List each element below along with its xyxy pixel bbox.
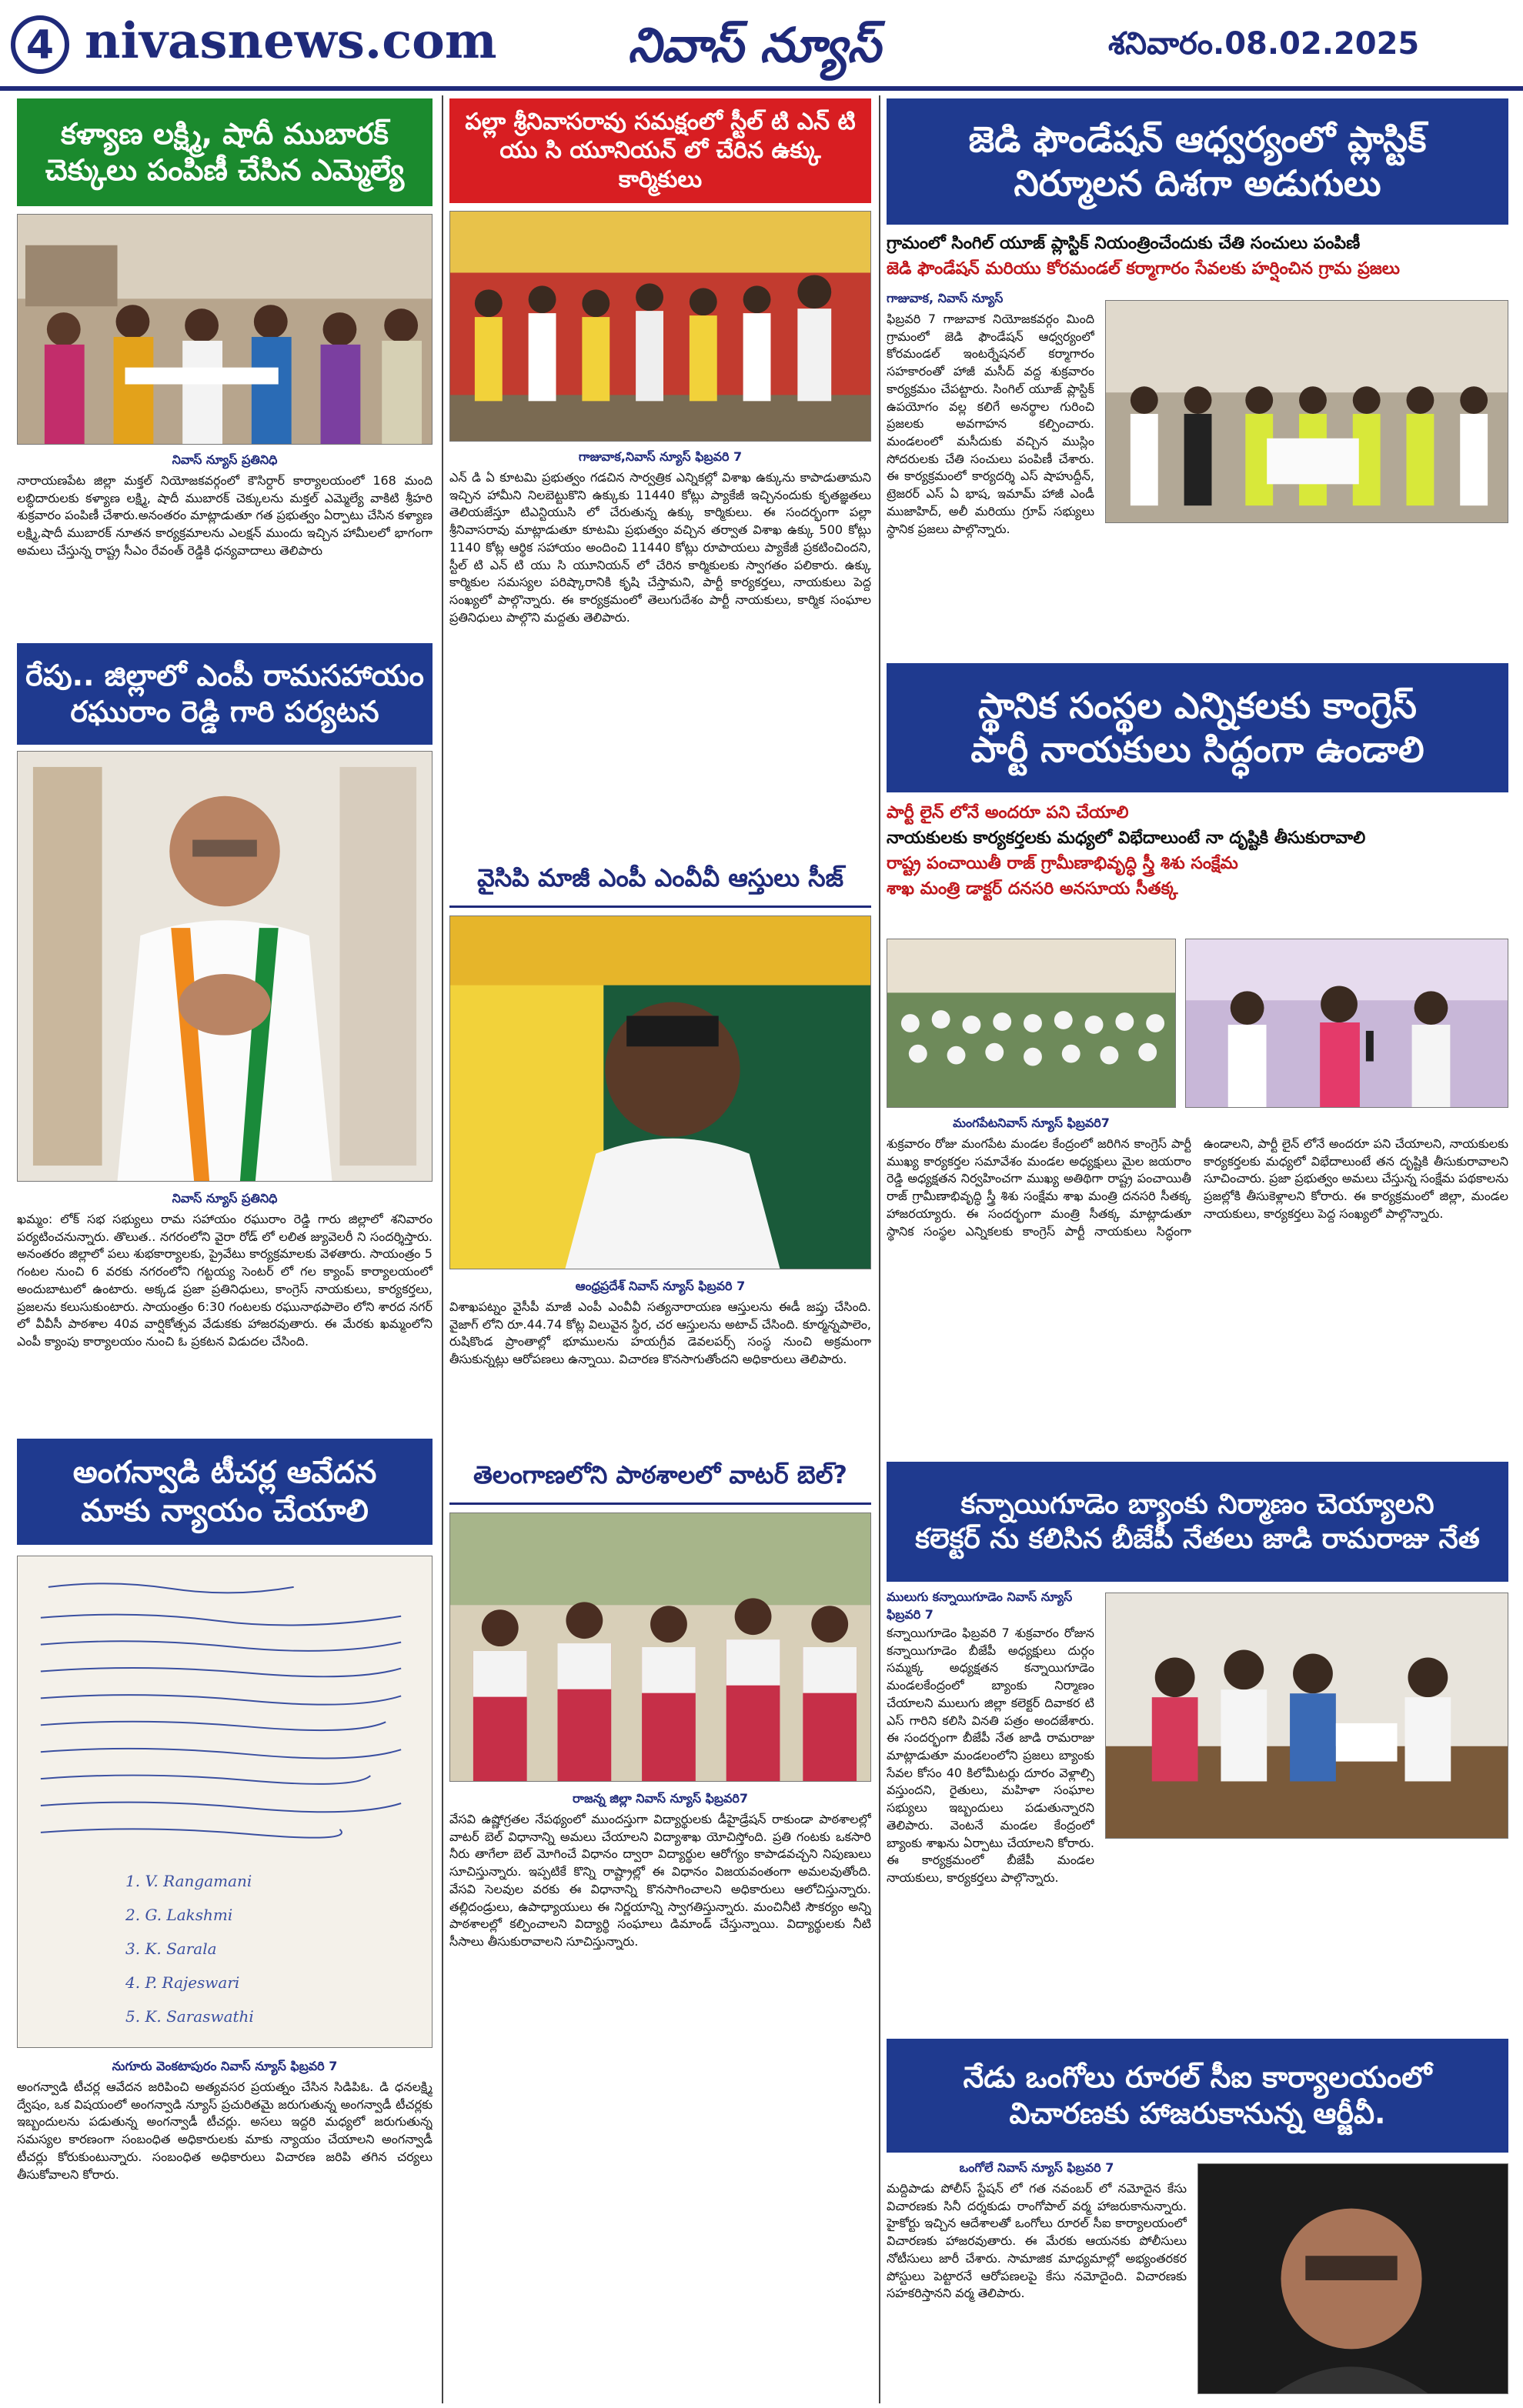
article-body: విశాఖపట్నం వైసీపీ మాజీ ఎంపీ ఎంవీవీ సత్యనారాయణ ఆస్తులను ఈడీ జప్తు చేసింది. వైజాగ్ లోని రూ.44.74 కోట్ల విలువైన స్థిర, చర ఆస్తులను అటాచ్ చేసింది. కూర్మన్నపాలెం, రుషికొండ ప్రాంతాల్లో భూములను హయగ్రీవ డెవలపర్స్ సంస్థ నుంచి అక్రమంగా తీసుకున్నట్లు ఆరోపణలు ఉన్నాయి. విచారణ కొనసాగుతోందని అధికారులు తెలిపారు. <box>449 1299 871 1367</box>
article-body: కన్నాయిగూడెం ఫిబ్రవరి 7 శుక్రవారం రోజున కన్నాయిగూడెం బీజేపీ అధ్యక్షులు దుర్గం సమ్మక్క అధ్యక్షతన కన్నాయిగూడెం మండలకేంద్రంలో బ్యాంకు నిర్మాణం చేయాలని ములుగు జిల్లా కలెక్టర్ దివాకర టి ఎస్ గారిని కలిసి వినతి పత్రం అందజేశారు. ఈ సందర్భంగా బీజేపీ నేత జాడి రామరాజు మాట్లాడుతూ మండలంలోని ప్రజలు బ్యాంకు సేవల కోసం 40 కిలోమీటర్లు దూరం వెళ్లాల్సి వస్తుందని, రైతులు, మహిళా సంఘాల సభ్యులు ఇబ్బందులు పడుతున్నారని తెలిపారు. వెంటనే మండల కేంద్రంలో బ్యాంకు శాఖను ఏర్పాటు చేయాలని కోరారు. ఈ కార్యక్రమంలో బీజేపీ మండల నాయకులు, కార్యకర్తలు పాల్గొన్నారు. <box>887 1626 1094 1886</box>
caption: ఒంగోలే నివాస్ న్యూస్ ఫిబ్రవరి 7 <box>959 2160 1114 2175</box>
article-body: శుక్రవారం రోజు మంగపేట మండల కేంద్రంలో జరిగిన కాంగ్రెస్ పార్టీ ముఖ్య కార్యకర్తల సమావేశం మండల అధ్యక్షులు మైల జయరాం రెడ్డి అధ్యక్షతన నిర్వహించగా ముఖ్య అతిథిగా రాష్ట్ర పంచాయితీ రాజ్ గ్రామీణాభివృద్ధి స్త్రీ శిశు సంక్షేమ శాఖ మంత్రి దనసరి సీతక్క హాజరయ్యారు. ఈ సందర్భంగా మంత్రి సీతక్క మాట్లాడుతూ స్థానిక సంస్థల ఎన్నికలకు కాంగ్రెస్ పార్టీ నాయకులు సిద్ధంగా ఉండాలని, పార్టీ లైన్ లోనే అందరూ పని చేయాలని, నాయకులకు కార్యకర్తలకు మధ్యలో విభేదాలుంటే తన దృష్టికి తీసుకురావాలని సూచించారు. ప్రజా ప్రభుత్వం అమలు చేస్తున్న సంక్షేమ పథకాలను ప్రజల్లోకి తీసుకెళ్లాలని కోరారు. ఈ కార్యక్రమంలో జిల్లా, మండల నాయకులు, కార్యకర్తలు పెద్ద సంఖ్యలో పాల్గొన్నారు. <box>887 1136 1508 1239</box>
photo-party-meeting <box>887 939 1176 1108</box>
caption: ములుగు కన్నాయిగూడెం నివాస్ న్యూస్ ఫిబ్రవరి 7 <box>887 1589 1073 1622</box>
caption: నివాస్ న్యూస్ ప్రతినిధి <box>172 452 278 467</box>
headline-local-body-elections: స్థానిక సంస్థల ఎన్నికలకు కాంగ్రెస్ పార్టీ నాయకులు సిద్ధంగా ఉండాలి <box>887 663 1508 792</box>
column-divider <box>879 95 880 2403</box>
column-divider <box>442 95 443 2403</box>
caption: రాజన్న జిల్లా నివాస్ న్యూస్ ఫిబ్రవరి7 <box>573 1791 748 1806</box>
headline-anganwadi: అంగన్వాడి టీచర్ల ఆవేదన మాకు న్యాయం చేయాలి <box>17 1439 433 1545</box>
article-body: నారాయణపేట జిల్లా మక్తల్ నియోజకవర్గంలో కౌసిర్దార్ కార్యాలయంలో 168 మంది లబ్ధిదారులకు కళ్యాణ లక్ష్మి, షాదీ ముబారక్ చెక్కులను మక్తల్ ఎమ్మెల్యే వాకిటి శ్రీహరి శుక్రవారం పంపిణీ చేశారు.అనంతరం మాట్లాడుతూ గత ప్రభుత్వం ఏర్పాటు చేసిన కళ్యాణ లక్ష్మి,షాదీ ముబారక్ నూతన కార్యక్రమాలను ఎలక్షన్ ముందు ఇచ్చిన హామీలలో భాగంగా అమలు చేస్తున్న రాష్ట్ర సీఎం రేవంత్ రెడ్డికి ధన్యవాదాలు తెలిపారు <box>17 473 433 558</box>
photo-cheque-distribution <box>17 214 433 445</box>
sub-heading: పార్టీ లైన్ లోనే అందరూ పని చేయాలి నాయకులకు కార్యకర్తలకు మధ్యలో విభేదాలుంటే నా దృష్టికి తీసుకురావాలి రాష్ట్ర పంచాయితీ రాజ్ గ్రామీణాభివృద్ధి స్త్రీ శిశు సంక్షేమ శాఖ మంత్రి డాక్టర్ దనసరి అనసూయ సీతక్క <box>887 803 1366 899</box>
article-body-cont <box>1105 531 1508 654</box>
article-body: అంగన్వాడి టీచర్ల ఆవేదన జరిపించి అత్యవసర ప్రయత్నం చేసిన సిడిపిఓ. డి ధనలక్ష్మి ద్వేషం, ఒక విషయంలో అంగన్వాడి న్యూస్ ప్రచురితమై జరుగుతున్న అంగన్వాడీ టీచర్లకు ఇబ్బందులను పడుతున్న అంగన్వాడీ టీచర్లు. అసలు ఇద్దరి మధ్యలో జరుగుతున్న సమస్యల కారణంగా సంబంధిత అధికారులకు మాకు న్యాయం చేయాలని అంగన్వాడీ టీచర్లు కోరుకుంటున్నారు. సంబంధిత అధికారులు విచారణ జరిపి తగిన చర్యలు తీసుకోవాలని కోరారు. <box>17 2079 433 2182</box>
caption: మంగపేటనివాస్ న్యూస్ ఫిబ్రవరి7 <box>953 1116 1110 1130</box>
headline-water-bell: తెలంగాణలోని పాఠశాలలో వాటర్ బెల్? <box>449 1462 871 1505</box>
headline-rgv-inquiry: నేడు ఒంగోలు రూరల్ సీఐ కార్యాలయంలో విచారణకు హాజరుకానున్న ఆర్జీవీ. <box>887 2039 1508 2153</box>
article-body: మద్దిపాడు పోలీస్ స్టేషన్ లో గత నవంబర్ లో నమోదైన కేసు విచారణకు సినీ దర్శకుడు రాంగోపాల్ వర్మ హాజరుకానున్నారు. హైకోర్టు ఇచ్చిన ఆదేశాలతో ఒంగోలు రూరల్ సీఐ కార్యాలయంలో విచారణకు హాజరవుతారు. ఈ మేరకు ఆయనకు పోలీసులు నోటీసులు జారీ చేశారు. సామాజిక మాధ్యమాల్లో అభ్యంతరకర పోస్టులు పెట్టారనే ఆరోపణలపై కేసు నమోదైంది. విచారణకు సహకరిస్తానని వర్మ తెలిపారు. <box>887 2181 1187 2301</box>
photo-minister-speaking <box>1185 939 1508 1108</box>
caption: గాజువాక,నివాస్ న్యూస్ ఫిబ్రవరి 7 <box>578 449 743 464</box>
headline-ycp-assets: వైసిపి మాజీ ఎంపీ ఎంవీవీ ఆస్తులు సీజ్ <box>449 865 871 908</box>
caption: ఆంధ్రప్రదేశ్ నివాస్ న్యూస్ ఫిబ్రవరి 7 <box>575 1279 746 1293</box>
article-body: ఎన్ డి ఏ కూటమి ప్రభుత్వం గడచిన సార్వత్రిక ఎన్నికల్లో విశాఖ ఉక్కును కాపాడుతామని ఇచ్చిన హామీని నిలబెట్టుకొని ఉక్కుకు 11440 కోట్లు ప్యాకేజీ ఇచ్చినందుకు కృతజ్ఞతలు తెలియజేస్తూ టిఎన్టియుసి లో చేరుతున్న ఉక్కు కార్మికులు. ఈ సందర్భంగా పల్లా శ్రీనివాసరావు మాట్లాడుతూ కూటమి ప్రభుత్వం వచ్చిన తర్వాత విశాఖ ఉక్కు 500 కోట్లు 1140 కోట్ల ఆర్థిక సహాయం అందించి 11440 కోట్లు రూపాయలు ప్యాకేజీ ప్రకటించిందని, స్టీల్ టి ఎన్ టి యు సి యూనియన్ లో చేరిన కార్మికులకు స్వాగతం పలికారు. ఉక్కు కార్మికుల సమస్యల పరిష్కారానికి కృషి చేస్తామని, పార్టీ కార్యకర్తలు, నాయకులు పెద్ద సంఖ్యలో పాల్గొన్నారు. ఈ కార్యక్రమంలో తెలుగుదేశం పార్టీ నాయకులు, కార్మిక సంఘాల ప్రతినిధులు పాల్గొని మద్దతు తెలిపారు. <box>449 470 871 625</box>
photo-students-drinking <box>449 1513 871 1782</box>
headline-steel-union: పల్లా శ్రీనివాసరావు సమక్షంలో స్టీల్ టి ఎన్ టి యు సి యూనియన్ లో చేరిన ఉక్కు కార్మికులు <box>449 98 871 203</box>
article-body: ఖమ్మం: లోక్ సభ సభ్యులు రామ సహాయం రఘురాం రెడ్డి గారు జిల్లాలో శనివారం పర్యటించనున్నారు. తొలుత.. నగరంలోని వైరా రోడ్ లో లలిత జ్యువెలరీ ని సందర్శిస్తారు. అనంతరం జిల్లాలో పలు శుభకార్యాలకు, ప్రైవేటు కార్యక్రమాలకు వెళతారు. సాయంత్రం 5 గంటల నుంచి 6 వరకు నగరంలోని గట్టయ్య సెంటర్ లో గల క్యాంప్ కార్యాలయంలో అందుబాటులో ఉంటారు. అక్కడ ప్రజా ప్రతినిధులు, కాంగ్రెస్ నాయకులు, కార్యకర్తలు, ప్రజలను కలుసుకుంటారు. సాయంత్రం 6:30 గంటలకు రఘునాథపాలెం లోని శారద నగర్ లో వీవీసీ పాఠశాల 40వ వార్షికోత్సవ వేడుకకు హాజరవుతారు. ఈ మేరకు ఖమ్మంలోని ఎంపీ క్యాంపు కార్యాలయం నుంచి ఓ ప్రకటన విడుదల చేసింది. <box>17 1212 433 1349</box>
photo-former-mp <box>449 916 871 1269</box>
headline-plastic-eradication: జెడి ఫౌండేషన్ ఆధ్వర్యంలో ప్లాస్టిక్ నిర్మూలన దిశగా అడుగులు <box>887 98 1508 225</box>
page-number: 4 <box>11 15 69 74</box>
article-body: వేసవి ఉష్ణోగ్రతల నేపథ్యంలో ముందస్తుగా విద్యార్థులకు డీహైడ్రేషన్ రాకుండా పాఠశాలల్లో వాటర్ బెల్ విధానాన్ని అమలు చేయాలని విద్యాశాఖ యోచిస్తోంది. ప్రతి గంటకు ఒకసారి నీరు తాగేలా బెల్ మోగించే విధానం ద్వారా విద్యార్థుల ఆరోగ్యం కాపాడవచ్చని నిపుణులు సూచిస్తున్నారు. ఇప్పటికే కొన్ని రాష్ట్రాల్లో ఈ విధానం విజయవంతంగా అమలవుతోంది. వేసవి సెలవుల వరకు ఈ విధానాన్ని కొనసాగించాలని అధికారులు ఆలోచిస్తున్నారు. తల్లిదండ్రులు, ఉపాధ్యాయులు ఈ నిర్ణయాన్ని స్వాగతిస్తున్నారు. మంచినీటి సౌకర్యం అన్ని పాఠశాలల్లో కల్పించాలని విద్యార్థి సంఘాలు డిమాండ్ చేస్తున్నాయి. విద్యార్థులకు నీటి సీసాలు తీసుకురావాలని సూచిస్తున్నారు. <box>449 1812 871 1949</box>
photo-mp-portrait <box>17 751 433 1182</box>
photo-rgv <box>1197 2163 1508 2394</box>
photo-union-joining <box>449 211 871 442</box>
issue-date: శనివారం.08.02.2025 <box>1108 26 1420 62</box>
article-body: ఫిబ్రవరి 7 గాజువాక నియోజకవర్గం మింది గ్రామంలో జెడి ఫౌండేషన్ ఆధ్వర్యంలో కోరమండల్ ఇంటర్నేషనల్ కర్మాగారం సహకారంతో హాజీ మసీద్ వద్ద శుక్రవారం కార్యక్రమం చేపట్టారు. సింగిల్ యూజ్ ప్లాస్టిక్ ఉపయోగం వల్ల కలిగే అనర్థాల గురించి ప్రజలకు అవగాహన కల్పించారు. మండలంలో మసీదుకు వచ్చిన ముస్లిం సోదరులకు చేతి సంచులు పంపిణీ చేశారు. ఈ కార్యక్రమంలో కార్యదర్శి ఎస్ షాహుద్దీన్, ట్రెజరర్ ఎస్ ఏ భాష, ఇమామ్ హాజీ ఎండీ ముజాహిద్, అలీ మరియు గ్రూప్ సభ్యులు స్థానిక ప్రజలు పాల్గొన్నారు. <box>887 312 1094 536</box>
caption: నివాస్ న్యూస్ ప్రతినిధి <box>172 1191 278 1206</box>
masthead-logo: నివాస్ న్యూస్ <box>627 17 881 73</box>
photo-handwritten-letter <box>17 1556 433 2048</box>
headline-kalyana-lakshmi: కళ్యాణ లక్ష్మి, షాదీ ముబారక్ చెక్కులు పంపిణీ చేసిన ఎమ్మెల్యే <box>17 98 433 206</box>
sub-heading: గ్రామంలో సింగిల్ యూజ్ ప్లాస్టిక్ నియంత్రించేందుకు చేతి సంచులు పంపిణీ జెడి ఫౌండేషన్ మరియు కోరమండల్ కర్మాగారం సేవలకు హర్షించిన గ్రామ ప్రజలు <box>887 234 1401 278</box>
photo-collector-meeting <box>1105 1593 1508 1839</box>
site-name[interactable]: nivasnews.com <box>85 12 497 70</box>
caption: నుగూరు వెంకటాపురం నివాస్ న్యూస్ ఫిబ్రవరి 7 <box>112 2059 338 2073</box>
headline-mp-visit: రేపు.. జిల్లాలో ఎంపీ రామసహాయం రఘురాం రెడ్డి గారి పర్యటన <box>17 643 433 745</box>
caption: గాజువాక, నివాస్ న్యూస్ <box>887 291 1004 305</box>
letter-signatures: 1. V. Rangamani 2. G. Lakshmi 3. K. Sarala 4. P. Rajeswari 5. K. Saraswathi <box>125 1872 254 2026</box>
headline-bank-demand: కన్నాయిగూడెం బ్యాంకు నిర్మాణం చెయ్యాలని కలెక్టర్ ను కలిసిన బీజేపీ నేతలు జాడి రామరాజు నేత <box>887 1462 1508 1582</box>
article-body-cont <box>1105 1846 1508 2031</box>
photo-bag-distribution <box>1105 300 1508 523</box>
